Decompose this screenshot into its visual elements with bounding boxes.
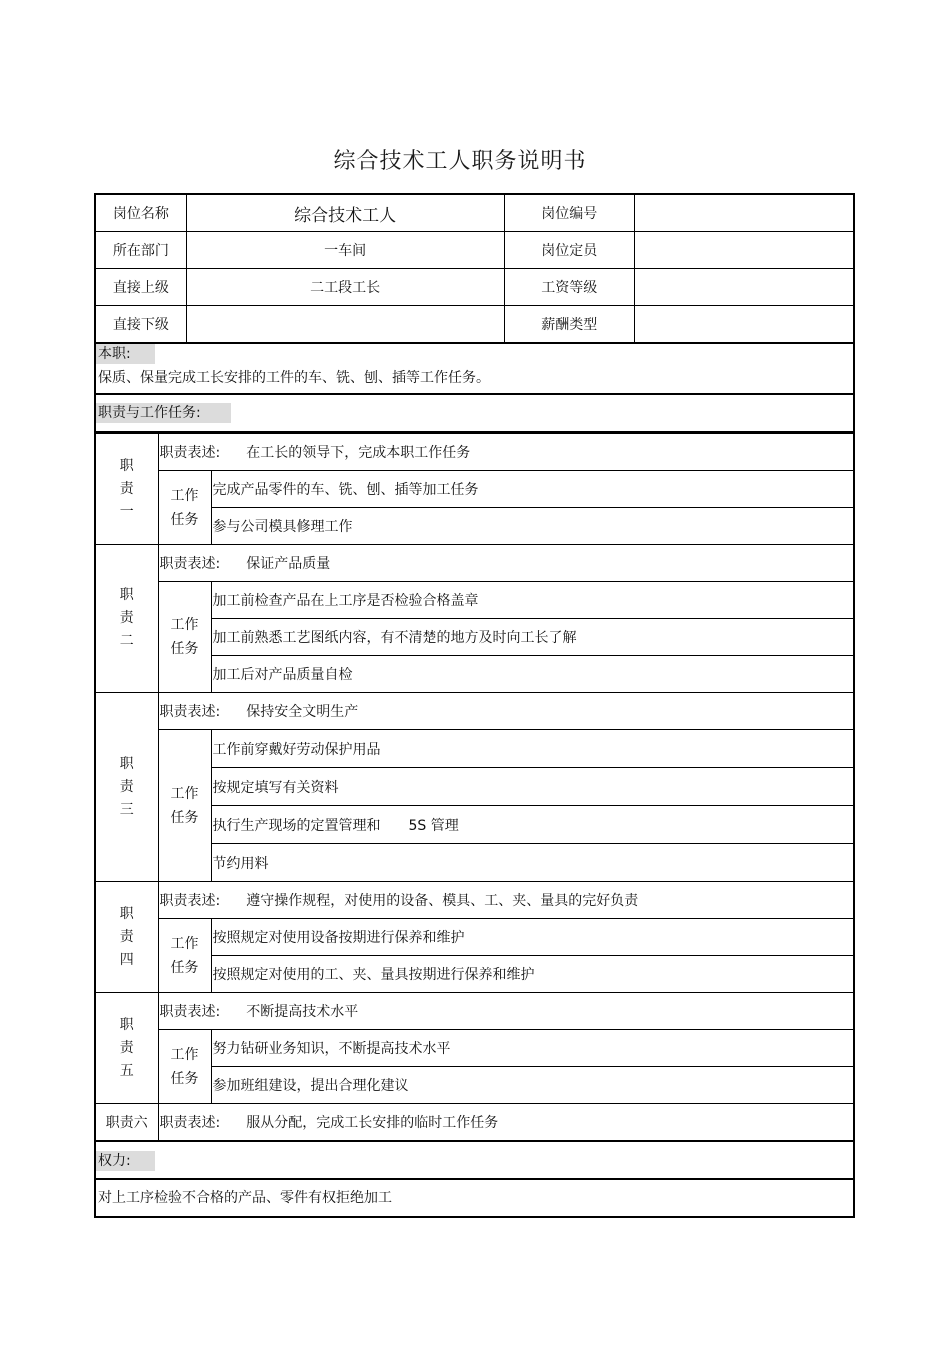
duty-desc: 职责表述: 在工长的领导下，完成本职工作任务 <box>158 434 854 471</box>
table-row <box>95 545 854 582</box>
benzhi-section <box>94 344 855 395</box>
duty-desc: 职责表述: 保持安全文明生产 <box>158 693 854 730</box>
benzhi-text: 保质、保量完成工长安排的工件的车、铣、刨、插等工作任务。 <box>98 370 490 386</box>
table-row <box>95 471 854 508</box>
task-label-cell: 工作 任务 <box>158 919 211 993</box>
task-item: 努力钻研业务知识，不断提高技术水平 <box>211 1030 854 1067</box>
value-cell <box>186 306 504 344</box>
duty-number-cell: 职 责 四 <box>95 882 158 993</box>
duties-table <box>94 433 855 1142</box>
task-item: 按规定填写有关资料 <box>211 768 854 806</box>
table-row <box>95 730 854 768</box>
table-row <box>95 582 854 619</box>
duty-number-cell: 职责六 <box>95 1104 158 1142</box>
duty-number-cell: 职 责 三 <box>95 693 158 882</box>
label-cell: 工资等级 <box>504 269 634 306</box>
value-cell: 一车间 <box>186 232 504 269</box>
task-item: 加工前检查产品在上工序是否检验合格盖章 <box>211 582 854 619</box>
task-label-cell: 工作 任务 <box>158 582 211 693</box>
duties-label: 职责与工作任务: <box>96 403 231 423</box>
task-item: 加工前熟悉工艺图纸内容，有不清楚的地方及时向工长了解 <box>211 619 854 656</box>
label-cell: 所在部门 <box>95 232 186 269</box>
basic-info-table <box>94 193 855 344</box>
task-item: 参加班组建设，提出合理化建议 <box>211 1067 854 1104</box>
label-cell: 岗位名称 <box>95 194 186 232</box>
duty-desc: 职责表述: 保证产品质量 <box>158 545 854 582</box>
label-cell: 直接下级 <box>95 306 186 344</box>
duty-number-cell: 职 责 一 <box>95 434 158 545</box>
value-cell <box>634 232 854 269</box>
job-description-form <box>94 193 855 1218</box>
task-item: 参与公司模具修理工作 <box>211 508 854 545</box>
table-row <box>95 306 854 344</box>
table-row <box>95 693 854 730</box>
benzhi-label: 本职: <box>96 344 155 364</box>
quanli-label: 权力: <box>96 1151 155 1171</box>
table-row <box>95 1030 854 1067</box>
table-row <box>95 882 854 919</box>
duty-number-cell: 职 责 二 <box>95 545 158 693</box>
label-cell: 直接上级 <box>95 269 186 306</box>
table-row <box>95 232 854 269</box>
label-cell: 岗位定员 <box>504 232 634 269</box>
value-cell <box>634 306 854 344</box>
duty-desc: 职责表述: 遵守操作规程，对使用的设备、模具、工、夹、量具的完好负责 <box>158 882 854 919</box>
value-cell: 二工段工长 <box>186 269 504 306</box>
table-row <box>95 269 854 306</box>
task-item: 节约用料 <box>211 844 854 882</box>
quanli-section <box>94 1180 855 1218</box>
value-cell <box>634 194 854 232</box>
task-item: 按照规定对使用的工、夹、量具按期进行保养和维护 <box>211 956 854 993</box>
duty-desc: 职责表述: 服从分配，完成工长安排的临时工作任务 <box>158 1104 854 1142</box>
task-label-cell: 工作 任务 <box>158 1030 211 1104</box>
task-item: 执行生产现场的定置管理和 5S 管理 <box>211 806 854 844</box>
duties-section-header <box>94 395 855 433</box>
value-cell <box>634 269 854 306</box>
task-item: 加工后对产品质量自检 <box>211 656 854 693</box>
quanli-section-header <box>94 1142 855 1180</box>
table-row <box>95 993 854 1030</box>
quanli-text: 对上工序检验不合格的产品、零件有权拒绝加工 <box>98 1190 392 1206</box>
table-row <box>95 919 854 956</box>
duty-number-cell: 职 责 五 <box>95 993 158 1104</box>
value-cell: 综合技术工人 <box>186 194 504 232</box>
label-cell: 薪酬类型 <box>504 306 634 344</box>
task-item: 按照规定对使用设备按期进行保养和维护 <box>211 919 854 956</box>
table-row <box>95 194 854 232</box>
task-label-cell: 工作 任务 <box>158 730 211 882</box>
label-cell: 岗位编号 <box>504 194 634 232</box>
task-item: 工作前穿戴好劳动保护用品 <box>211 730 854 768</box>
table-row <box>95 434 854 471</box>
task-label-cell: 工作 任务 <box>158 471 211 545</box>
table-row <box>95 1104 854 1142</box>
page-title: 综合技术工人职务说明书 <box>333 149 587 174</box>
duty-desc: 职责表述: 不断提高技术水平 <box>158 993 854 1030</box>
task-item: 完成产品零件的车、铣、刨、插等加工任务 <box>211 471 854 508</box>
